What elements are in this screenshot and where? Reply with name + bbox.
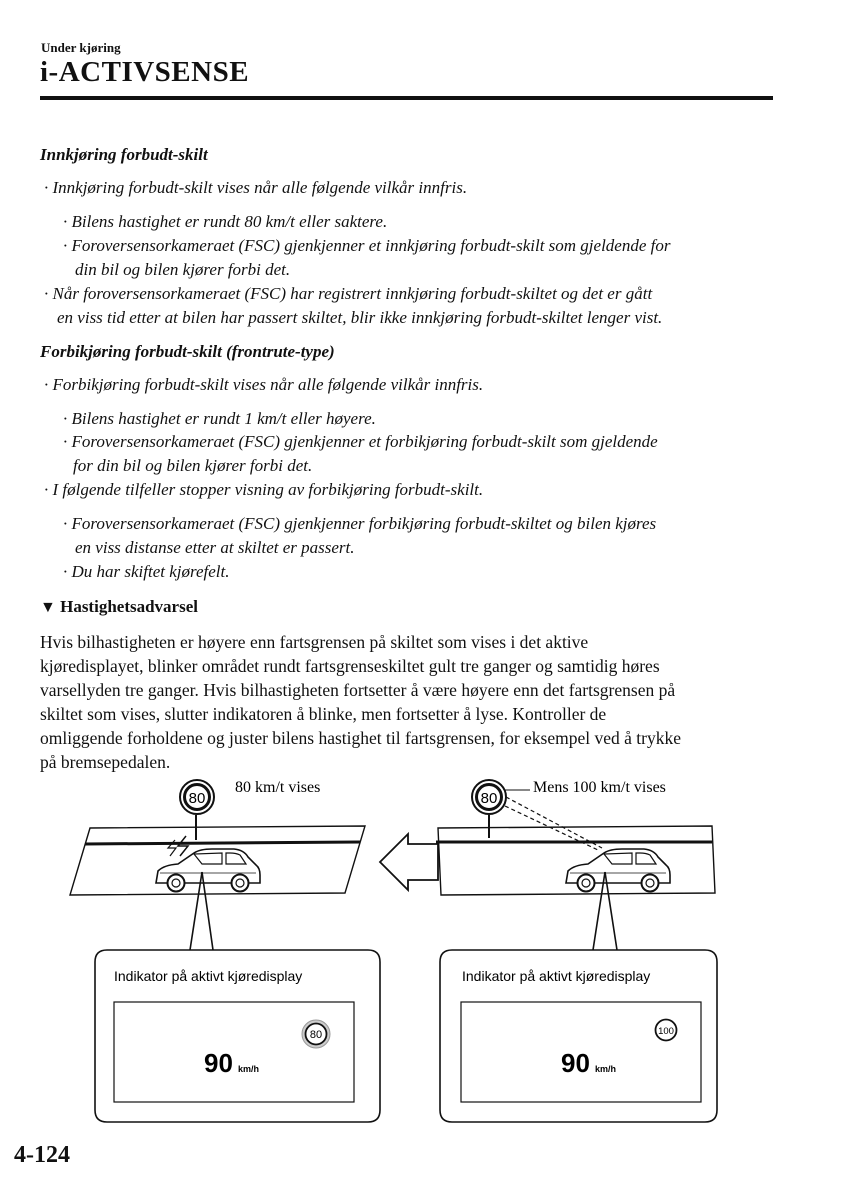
paragraph-line: varsellyden tre ganger. Hvis bilhastigheten fortsetter å være høyere enn det fartsgrensen på [40, 680, 676, 700]
section-label: Under kjøring [41, 40, 121, 55]
sub-bullet-line: · Bilens hastighet er rundt 1 km/t eller høyere. [63, 409, 376, 428]
display-screen-left [114, 1002, 354, 1102]
display-sign-80 [302, 1020, 330, 1048]
caption-left: 80 km/t vises [235, 779, 321, 796]
paragraph-line: Hvis bilhastigheten er høyere enn fartsgrensen på skiltet som vises i det aktive [40, 632, 589, 652]
bullet-continuation: en viss tid etter at bilen har passert skiltet, blir ikke innkjøring forbudt-skiltet lenger vist. [57, 308, 663, 327]
sign-value: 80 [480, 790, 498, 807]
left-arrow-icon [380, 834, 438, 890]
sub-bullet-continuation: for din bil og bilen kjører forbi det. [73, 456, 313, 475]
speed-unit-right: km/h [595, 1064, 617, 1074]
speed-warning-heading [40, 597, 198, 617]
sub-bullet-continuation: din bil og bilen kjører forbi det. [75, 260, 291, 279]
triangle-down-icon: ▼ [40, 599, 56, 616]
road-lane-line [85, 842, 360, 844]
speed-warning-title: Hastighetsadvarsel [60, 597, 198, 616]
paragraph-line: omliggende forholdene og juster bilens hastighet til fartsgrensen, for eksempel ved å trykke [40, 728, 681, 748]
sub-bullet-line: · Du har skiftet kjørefelt. [63, 562, 230, 581]
page-number: 4-124 [14, 1142, 70, 1168]
paragraph-line: kjøredisplayet, blinker området rundt fartsgrenseskiltet gult tre ganger og samtidig høres [40, 656, 660, 676]
bullet-line: · Innkjøring forbudt-skilt vises når alle følgende vilkår innfris. [44, 178, 468, 197]
speed-sign-80 [180, 780, 214, 814]
right-scene [436, 779, 717, 1122]
bullet-line: · I følgende tilfeller stopper visning av forbikjøring forbudt-skilt. [44, 480, 484, 499]
paragraph-line: på bremsepedalen. [40, 752, 171, 772]
speed-unit-left: km/h [238, 1064, 260, 1074]
speed-readout-left: 90 [204, 1048, 233, 1078]
sub-bullet-continuation: en viss distanse etter at skiltet er passert. [75, 538, 355, 557]
sub-bullet-line: · Foroversensorkameraet (FSC) gjenkjenner et innkjøring forbudt-skilt som gjeldende for [63, 236, 671, 255]
bullet-line: · Når foroversensorkameraet (FSC) har registrert innkjøring forbudt-skiltet og det er gått [44, 284, 653, 303]
paragraph-line: skiltet som vises, slutter indikatoren å blinke, men fortsetter å lyse. Kontroller de [40, 704, 607, 724]
sub-bullet-line: · Bilens hastighet er rundt 80 km/t eller saktere. [63, 212, 388, 231]
section-heading-no-overtaking: Forbikjøring forbudt-skilt (frontrute-type) [40, 342, 335, 361]
display-sign-100 [656, 1020, 677, 1041]
page-title: i-ACTIVSENSE [40, 56, 250, 88]
sub-bullet-line: · Foroversensorkameraet (FSC) gjenkjenner et forbikjøring forbudt-skilt som gjeldende [63, 432, 658, 451]
title-divider [40, 96, 773, 100]
sub-bullet-line: · Foroversensorkameraet (FSC) gjenkjenner forbikjøring forbudt-skiltet og bilen kjøres [63, 514, 657, 533]
caption-right: Mens 100 km/t vises [533, 779, 666, 796]
speed-readout-right: 90 [561, 1048, 590, 1078]
speed-warning-illustration [0, 770, 847, 1130]
left-scene [70, 779, 380, 1122]
panel-title-left: Indikator på aktivt kjøredisplay [114, 968, 303, 984]
display-sign-value: 80 [309, 1029, 323, 1041]
bullet-line: · Forbikjøring forbudt-skilt vises når alle følgende vilkår innfris. [44, 375, 484, 394]
sign-value: 80 [188, 790, 206, 807]
display-sign-value: 100 [658, 1026, 674, 1037]
section-heading-no-entry: Innkjøring forbudt-skilt [40, 145, 208, 164]
speed-sign-80 [472, 780, 506, 814]
panel-title-right: Indikator på aktivt kjøredisplay [462, 968, 651, 984]
road-right [438, 826, 715, 895]
